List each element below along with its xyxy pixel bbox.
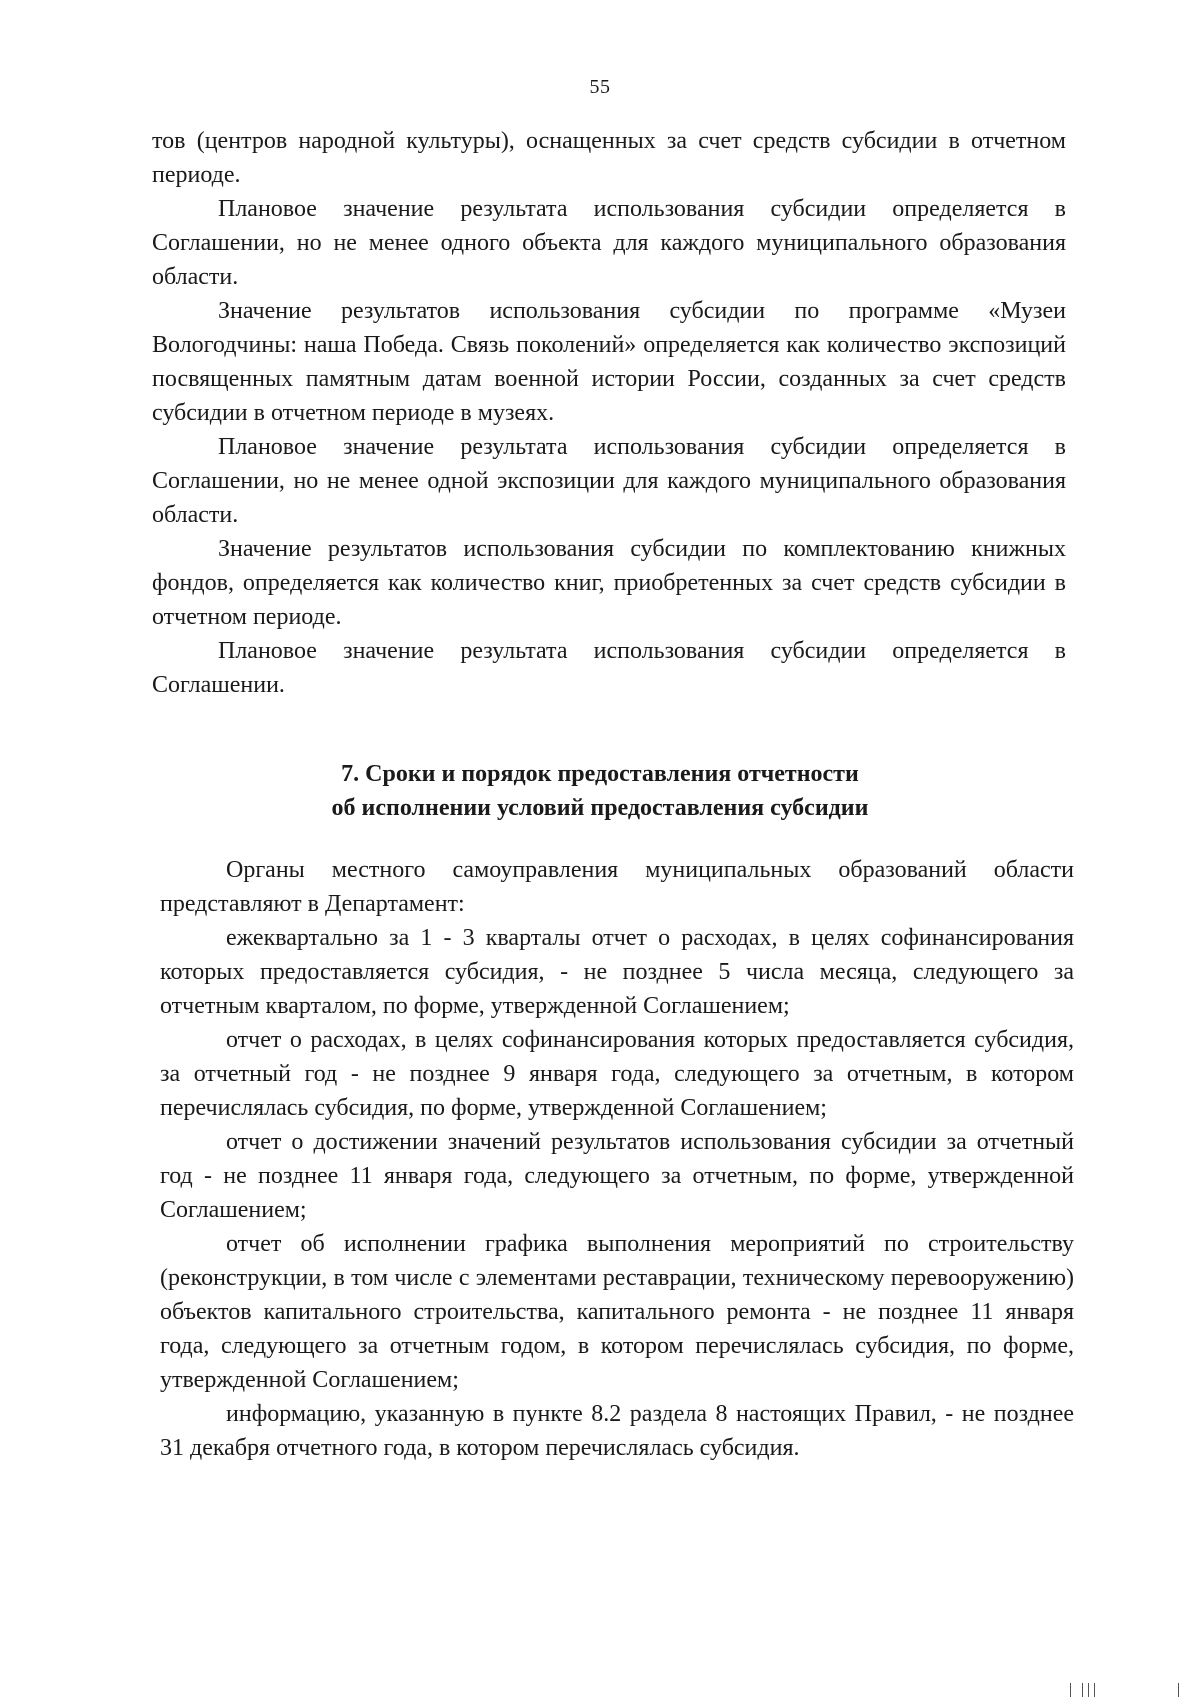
section-heading-line-2: об исполнении условий предоставления субсидии <box>331 795 869 821</box>
scan-mark <box>1178 1683 1179 1697</box>
top-text-block <box>152 124 1066 702</box>
scan-mark <box>1070 1683 1071 1697</box>
bottom-text-block <box>160 853 1074 1465</box>
scan-mark <box>1094 1683 1095 1697</box>
paragraph: ежеквартально за 1 - 3 кварталы отчет о расходах, в целях софинансирования которых предоставляется субсидия, - не позднее 5 числа месяца, следующего за отчетным кварталом, по форме, утвержденной Соглашением; <box>160 925 1074 1019</box>
paragraph: информацию, указанную в пункте 8.2 раздела 8 настоящих Правил, - не позднее 31 декабря отчетного года, в котором перечислялась субсидия. <box>160 1401 1074 1461</box>
paragraph: тов (центров народной культуры), оснащенных за счет средств субсидии в отчетном периоде. <box>152 128 1066 188</box>
scan-mark <box>1088 1683 1089 1697</box>
section-heading <box>0 757 1200 825</box>
scan-edge-marks <box>1060 1681 1190 1697</box>
paragraph: отчет о расходах, в целях софинансирования которых предоставляется субсидия, за отчетный год - не позднее 9 января года, следующего за отчетным, в котором перечислялась субсидия, по форме, утвержденной Соглашением; <box>160 1027 1074 1121</box>
paragraph: отчет об исполнении графика выполнения мероприятий по строительству (реконструкции, в том числе с элементами реставрации, техническому перевооружению) объектов капитального строительства, капитального ремонта - не позднее 11 января года, следующего за отчетным годом, в котором перечислялась субсидия, по форме, утвержденной Соглашением; <box>160 1231 1074 1393</box>
paragraph: Плановое значение результата использования субсидии определяется в Соглашении, но не менее одной экспозиции для каждого муниципального образования области. <box>152 434 1066 528</box>
section-heading-line-1: 7. Сроки и порядок предоставления отчетности <box>341 761 859 787</box>
scan-mark <box>1082 1683 1083 1697</box>
paragraph: Плановое значение результата использования субсидии определяется в Соглашении. <box>152 638 1066 698</box>
paragraph: Органы местного самоуправления муниципальных образований области представляют в Департамент: <box>160 857 1074 917</box>
paragraph: Значение результатов использования субсидии по комплектованию книжных фондов, определяется как количество книг, приобретенных за счет средств субсидии в отчетном периоде. <box>152 536 1066 630</box>
paragraph: отчет о достижении значений результатов использования субсидии за отчетный год - не позднее 11 января года, следующего за отчетным, по форме, утвержденной Соглашением; <box>160 1129 1074 1223</box>
page-number: 55 <box>589 76 611 98</box>
paragraph: Значение результатов использования субсидии по программе «Музеи Вологодчины: наша Победа. Связь поколений» определяется как количество экспозиций посвященных памятным датам военной истории России, созданных за счет средств субсидии в отчетном периоде в музеях. <box>152 298 1066 426</box>
paragraph: Плановое значение результата использования субсидии определяется в Соглашении, но не менее одного объекта для каждого муниципального образования области. <box>152 196 1066 290</box>
